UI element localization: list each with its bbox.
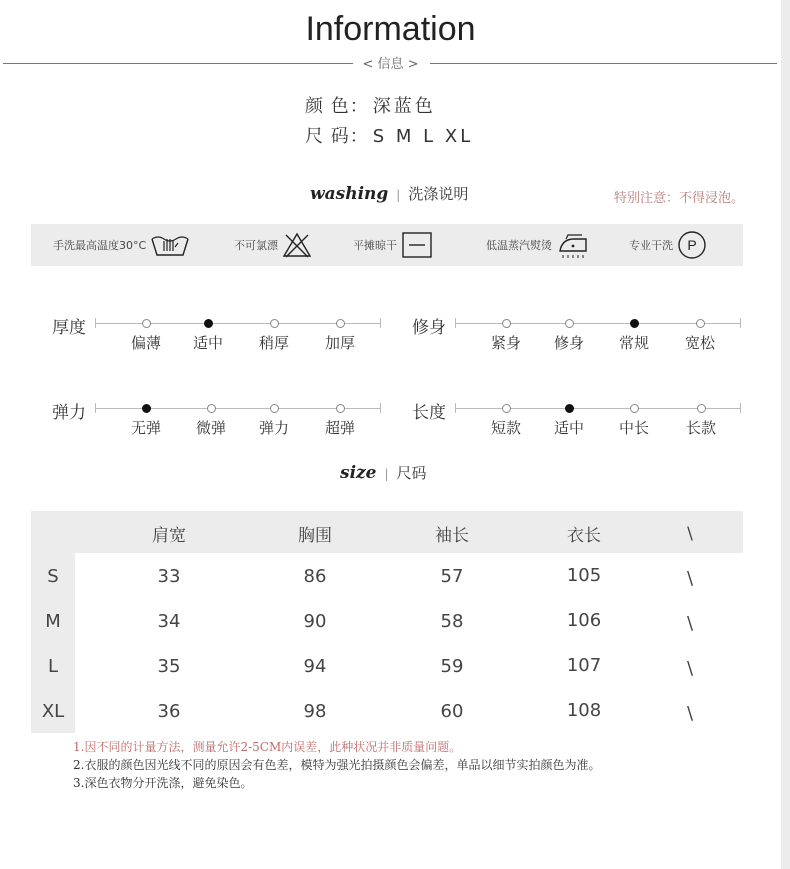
note-2: 2.衣服的颜色因光线不同的原因会有色差，模特为强光拍摄颜色会偏差，单品以细节实拍颜色为准。 (73, 758, 601, 772)
row-label-l: L (47, 656, 59, 677)
cell-m-blank: \ (686, 613, 694, 634)
cell-m-shoulder: 34 (157, 611, 181, 632)
color-info (305, 92, 436, 118)
care-label: 手洗最高温度30°C (53, 239, 147, 252)
fit-label: 修身 (412, 318, 446, 338)
right-edge-strip (781, 0, 790, 869)
thickness-option-marker (336, 319, 345, 328)
page-subtitle: < 信息 > (0, 53, 781, 72)
elasticity-option-label: 微弹 (195, 419, 226, 437)
cell-s-shoulder: 33 (157, 566, 181, 587)
size-heading (340, 462, 427, 483)
cell-l-length: 107 (566, 655, 602, 676)
elasticity-option-label: 无弹 (130, 419, 161, 437)
thickness-option-label: 适中 (192, 334, 223, 352)
length-option-marker-selected (565, 404, 574, 413)
cell-m-sleeve: 58 (440, 611, 464, 632)
fit-option-marker (502, 319, 511, 328)
cell-s-chest: 86 (303, 566, 327, 587)
note-1: 1.因不同的计量方法，测量允许2-5CM内误差，此种状况并非质量问题。 (73, 740, 462, 754)
cell-l-blank: \ (686, 658, 694, 679)
elasticity-option-label: 超弹 (324, 419, 355, 437)
row-label-s: S (47, 566, 59, 587)
elasticity-option-marker (270, 404, 279, 413)
size-label: 尺 码： (305, 126, 369, 147)
thickness-option-marker (270, 319, 279, 328)
row-label-xl: XL (41, 701, 65, 722)
washing-script: washing (310, 184, 389, 204)
fit-option-marker (565, 319, 574, 328)
dry-clean-p-icon (677, 230, 707, 260)
fit-option-marker (696, 319, 705, 328)
cell-xl-sleeve: 60 (440, 701, 464, 722)
length-option-marker (502, 404, 511, 413)
color-value: 深蓝色 (372, 96, 436, 117)
cell-xl-shoulder: 36 (157, 701, 181, 722)
length-label: 长度 (412, 403, 446, 423)
care-label: 不可氯漂 (234, 239, 278, 252)
care-label: 专业干洗 (629, 239, 673, 252)
cell-m-chest: 90 (303, 611, 327, 632)
care-label: 平摊晾干 (353, 239, 397, 252)
cell-s-length: 105 (566, 565, 602, 586)
care-low-steam-iron (486, 224, 590, 266)
length-option-label: 长款 (685, 419, 716, 437)
care-no-bleach (234, 224, 312, 266)
fit-option-label: 常规 (618, 334, 649, 352)
row-label-m: M (45, 611, 61, 632)
header-length: 衣长 (567, 526, 601, 546)
fit-scale-end-tick (740, 318, 741, 328)
elasticity-option-marker (207, 404, 216, 413)
special-notice: 特别注意：不得浸泡。 (614, 191, 745, 206)
length-scale-start-tick (455, 403, 456, 413)
thickness-option-label: 偏薄 (130, 334, 161, 352)
thickness-scale-start-tick (95, 318, 96, 328)
care-label: 低温蒸汽熨烫 (486, 239, 552, 252)
length-option-marker (630, 404, 639, 413)
low-steam-iron-icon (556, 231, 590, 259)
fit-option-label: 修身 (553, 334, 584, 352)
fit-option-label: 宽松 (684, 334, 715, 352)
elasticity-scale-end-tick (380, 403, 381, 413)
elasticity-label: 弹力 (52, 403, 86, 423)
heading-separator: | (396, 188, 401, 202)
fit-option-label: 紧身 (490, 334, 521, 352)
size-info (305, 122, 473, 148)
length-option-label: 短款 (490, 419, 521, 437)
cell-s-blank: \ (686, 568, 694, 589)
cell-l-chest: 94 (303, 656, 327, 677)
elasticity-scale-start-tick (95, 403, 96, 413)
thickness-option-marker (142, 319, 151, 328)
care-instructions-band (31, 224, 743, 266)
cell-s-sleeve: 57 (440, 566, 464, 587)
length-option-label: 适中 (553, 419, 584, 437)
heading-separator: | (384, 467, 389, 481)
length-option-marker (697, 404, 706, 413)
header-chest: 胸围 (298, 526, 332, 546)
cell-xl-blank: \ (686, 703, 694, 724)
elasticity-option-label: 弹力 (258, 419, 289, 437)
header-blank: \ (687, 524, 693, 544)
length-option-label: 中长 (618, 419, 649, 437)
header-sleeve: 袖长 (435, 526, 469, 546)
page-title: Information (305, 10, 476, 48)
color-label: 颜 色： (305, 96, 369, 117)
length-scale-end-tick (740, 403, 741, 413)
care-dry-clean (629, 224, 707, 266)
thickness-option-label: 加厚 (324, 334, 355, 352)
dry-flat-icon (401, 231, 433, 259)
elasticity-option-marker-selected (142, 404, 151, 413)
header-shoulder: 肩宽 (152, 526, 186, 546)
washing-title: 洗涤说明 (408, 185, 469, 203)
fit-scale-start-tick (455, 318, 456, 328)
care-dry-flat (353, 224, 433, 266)
thickness-option-label: 稍厚 (258, 334, 289, 352)
cell-l-sleeve: 59 (440, 656, 464, 677)
size-value: S M L XL (372, 126, 474, 147)
thickness-scale-end-tick (380, 318, 381, 328)
size-script: size (340, 463, 377, 483)
thickness-label: 厚度 (52, 318, 86, 338)
care-hand-wash (53, 224, 190, 266)
cell-xl-chest: 98 (303, 701, 327, 722)
thickness-option-marker-selected (204, 319, 213, 328)
no-bleach-icon (282, 231, 312, 259)
cell-xl-length: 108 (566, 700, 602, 721)
size-title: 尺码 (396, 464, 427, 482)
elasticity-option-marker (336, 404, 345, 413)
washing-heading (310, 183, 468, 204)
hand-wash-30-icon (150, 231, 190, 259)
svg-text:P: P (687, 237, 697, 253)
cell-m-length: 106 (566, 610, 602, 631)
cell-l-shoulder: 35 (157, 656, 181, 677)
fit-option-marker-selected (630, 319, 639, 328)
note-3: 3.深色衣物分开洗涤，避免染色。 (73, 776, 253, 790)
